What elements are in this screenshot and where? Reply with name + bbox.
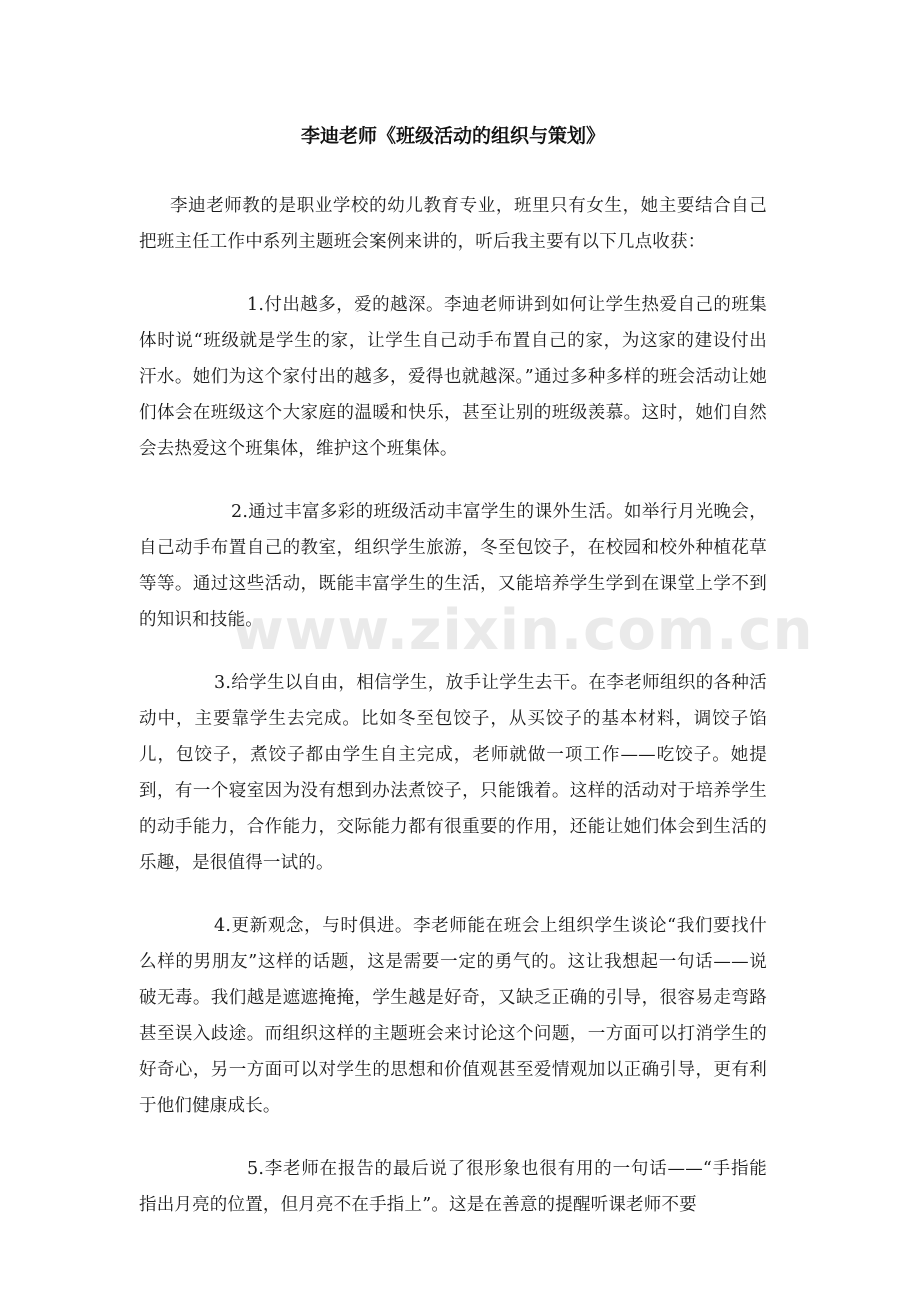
point-5-paragraph: 5.李老师在报告的最后说了很形象也很有用的一句话——“手指能指出月亮的位置，但月亮不在手指上”。这是在善意的提醒听课老师不要 bbox=[139, 1159, 767, 1215]
intro-paragraph: 李迪老师教的是职业学校的幼儿教育专业，班里只有女生，她主要结合自己把班主任工作中系列主题班会案例来讲的，听后我主要有以下几点收获： bbox=[139, 196, 767, 252]
document-page bbox=[139, 0, 767, 1223]
document-title: 李迪老师《班级活动的组织与策划》 bbox=[300, 125, 605, 147]
point-2-paragraph: 2.通过丰富多彩的班级活动丰富学生的课外生活。如举行月光晚会，自己动手布置自己的教室，组织学生旅游，冬至包饺子，在校园和校外种植花草等等。通过这些活动，既能丰富学生的生活，又能培养学生学到在课堂上学不到的知识和技能。 bbox=[139, 502, 767, 630]
point-4-paragraph: 4.更新观念，与时俱进。李老师能在班会上组织学生谈论“我们要找什么样的男朋友”这样的话题，这是需要一定的勇气的。这让我想起一句话——说破无毒。我们越是遮遮掩掩，学生越是好奇，又缺乏正确的引导，很容易走弯路甚至误入歧途。而组织这样的主题班会来讨论这个问题，一方面可以打消学生的好奇心，另一方面可以对学生的思想和价值观甚至爱情观加以正确引导，更有利于他们健康成长。 bbox=[139, 916, 767, 1116]
point-1-paragraph: 1.付出越多，爱的越深。李迪老师讲到如何让学生热爱自己的班集体时说“班级就是学生的家，让学生自己动手布置自己的家，为这家的建设付出汗水。她们为这个家付出的越多，爱得也就越深。”通过多种多样的班会活动让她们体会在班级这个大家庭的温暖和快乐，甚至让别的班级羡慕。这时，她们自然会去热爱这个班集体，维护这个班集体。 bbox=[139, 295, 767, 459]
point-3-paragraph: 3.给学生以自由，相信学生，放手让学生去干。在李老师组织的各种活动中，主要靠学生去完成。比如冬至包饺子，从买饺子的基本材料，调饺子馅儿，包饺子，煮饺子都由学生自主完成，老师就做一项工作——吃饺子。她提到，有一个寝室因为没有想到办法煮饺子，只能饿着。这样的活动对于培养学生的动手能力，合作能力，交际能力都有很重要的作用，还能让她们体会到生活的乐趣，是很值得一试的。 bbox=[139, 673, 767, 873]
watermark-text: www.zixin.com.cn bbox=[232, 598, 814, 663]
